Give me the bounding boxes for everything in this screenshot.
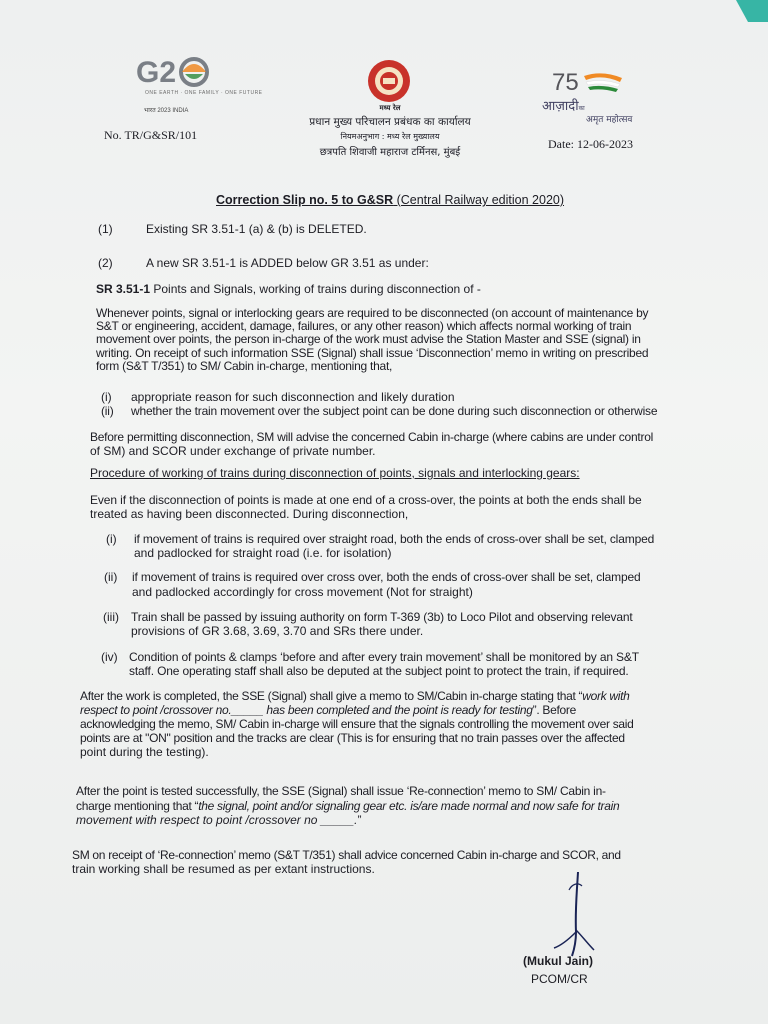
svg-text:G2: G2: [136, 56, 177, 89]
document-title: Correction Slip no. 5 to G&SR (Central Railway edition 2020): [216, 193, 565, 207]
para-5-line: charge mentioning that “the signal, point and/or signaling gear etc. is/are made normal and now safe for train: [76, 799, 620, 813]
sublist-b-num: (i): [106, 532, 117, 546]
aka-logo-number: 75: [552, 69, 579, 96]
aka-line-2: अमृत महोत्सव: [586, 115, 633, 125]
para-2-line: of SM) and SCOR under exchange of private number.: [90, 444, 376, 458]
sublist-b-line: if movement of trains is required over cross over, both the ends of cross-over shall be set, clamped: [132, 570, 641, 584]
procedure-heading: Procedure of working of trains during disconnection of points, signals and interlocking gears:: [90, 466, 580, 480]
sublist-b-line: provisions of GR 3.68, 3.69, 3.70 and SRs there under.: [131, 624, 424, 638]
para-4-line: points are at "ON" position and the tracks are clear (This is for ensuring that no train passes over the affected: [80, 731, 625, 745]
aka-line-1: आज़ादीका: [542, 99, 585, 114]
para-1-line: Whenever points, signal or interlocking gears are required to be disconnected (on account of maintenance by: [96, 306, 649, 320]
handwritten-signature: [520, 870, 610, 960]
sublist-b-line: staff. One operating staff shall also be deputed at the subject point to protect the train, if required.: [129, 664, 629, 678]
office-line-1: मध्य रेल: [379, 104, 401, 112]
sublist-a-item: (ii) whether the train movement over the subject point can be done during such disconnection or otherwise: [101, 404, 658, 418]
para-1-line: S&T or engineering, accident, damage, failures, or any other reason) which affects normal working of train: [96, 319, 632, 333]
document-date: Date: 12-06-2023: [548, 137, 633, 151]
para-3-line: Even if the disconnection of points is made at one end of a cross-over, the points at both the ends shall be: [90, 493, 642, 507]
sublist-b-line: Condition of points & clamps ‘before and after every train movement’ shall be monitored by an S&T: [129, 650, 639, 664]
para-3-line: treated as having been disconnected. During disconnection,: [90, 507, 409, 521]
sublist-b-num: (iv): [101, 650, 118, 664]
reference-number: No. TR/G&SR/101: [104, 128, 198, 142]
g20-hindi-text: भारत 2023 INDIA: [144, 108, 189, 114]
g20-tagline: ONE EARTH · ONE FAMILY · ONE FUTURE: [145, 90, 263, 96]
sublist-b-line: if movement of trains is required over straight road, both the ends of cross-over shall be set, clamped: [134, 532, 655, 546]
para-1-line: writing. On receipt of such information SSE (Signal) shall issue ‘Disconnection’ memo in writing on prescribed: [96, 346, 649, 360]
para-6-line: SM on receipt of ‘Re-connection’ memo (S&T T/351) shall advice concerned Cabin in-charge and SCOR, and: [72, 848, 621, 862]
para-5-line: After the point is tested successfully, the SSE (Signal) shall issue ‘Re-connection’ memo to SM/ Cabin in-: [76, 784, 606, 798]
office-line-2: प्रधान मुख्य परिचालन प्रबंधक का कार्यालय: [309, 116, 471, 128]
signatory-name: (Mukul Jain): [523, 954, 594, 968]
para-2-line: Before permitting disconnection, SM will advise the concerned Cabin in-charge (where cabins are under control: [90, 430, 654, 444]
sr-heading: SR 3.51-1 Points and Signals, working of trains during disconnection of -: [96, 282, 481, 296]
para-4-line: acknowledging the memo, SM/ Cabin in-charge will ensure that the signals controlling the movement over said: [80, 717, 634, 731]
para-1-line: form (S&T T/351) to SM/ Cabin in-charge, mentioning that,: [96, 359, 393, 373]
para-6-line: train working shall be resumed as per extant instructions.: [72, 862, 375, 876]
sublist-b-line: and padlocked for straight road (i.e. for isolation): [134, 546, 392, 560]
item-1: (1) Existing SR 3.51-1 (a) & (b) is DELETED.: [98, 222, 367, 236]
para-4-line: After the work is completed, the SSE (Signal) shall give a memo to SM/Cabin in-charge stating that “work with: [80, 689, 630, 703]
g20-logo: [130, 52, 220, 92]
sublist-b-num: (iii): [103, 610, 119, 624]
para-5-line: movement with respect to point /crossover no _____.”: [76, 813, 362, 827]
sublist-a-item: (i) appropriate reason for such disconnection and likely duration: [101, 390, 455, 404]
sublist-b-num: (ii): [104, 570, 118, 584]
sublist-b-line: Train shall be passed by issuing authority on form T-369 (3b) to Loco Pilot and observing relevant: [131, 610, 633, 624]
office-line-3: नियमअनुभाग : मध्य रेल मुख्यालय: [340, 132, 440, 141]
item-2: (2) A new SR 3.51-1 is ADDED below GR 3.51 as under:: [98, 256, 429, 270]
sublist-b-line: and padlocked accordingly for cross movement (Not for straight): [132, 585, 473, 599]
signatory-designation: PCOM/CR: [531, 972, 588, 986]
office-line-4: छत्रपति शिवाजी महाराज टर्मिनस, मुंबई: [319, 147, 461, 158]
para-1-line: movement over points, the person in-charge of the work must advise the Station Master and SSE (signal) in: [96, 332, 641, 346]
corner-mark-decoration: [728, 0, 768, 22]
para-4-line: point during the testing).: [80, 745, 209, 759]
office-header: [280, 104, 500, 158]
central-railway-emblem: [366, 58, 412, 104]
para-4-line: respect to point /crossover no._____ has been completed and the point is ready for testing”. Before: [80, 703, 576, 717]
